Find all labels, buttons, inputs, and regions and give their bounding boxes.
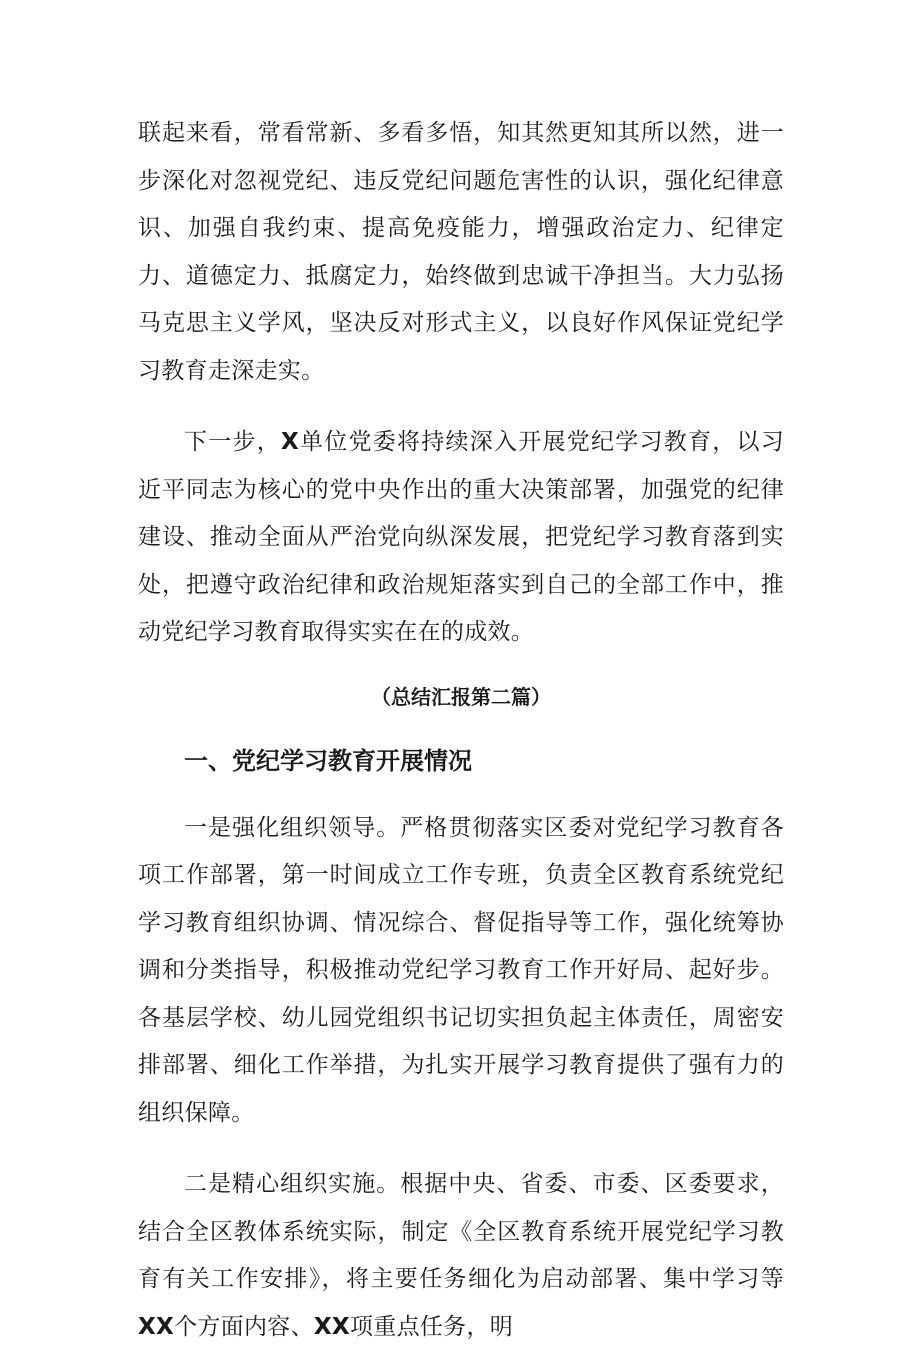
spacer: [138, 785, 784, 805]
placeholder-xx-2: XX: [313, 1313, 350, 1340]
paragraph-two-part2: 个方面内容、: [174, 1313, 314, 1340]
paragraph-next-step: [138, 419, 784, 657]
part-title: （总结汇报第二篇）: [371, 684, 551, 709]
paragraph-two: [138, 1161, 784, 1351]
paragraph-two-part1: 二是精心组织实施。根据中央、省委、市委、区委要求，结合全区教体系统实际，制定《全区教育系统开展党纪学习教育有关工作安排》，将主要任务细化为启动部署、集中学习等: [138, 1171, 784, 1292]
paragraph-next-step-prefix: 下一步，: [184, 429, 281, 455]
paragraph-next-step-rest: 单位党委将持续深入开展党纪学习教育，以习近平同志为核心的党中央作出的重大决策部署，加强党的纪律建设、推动全面从严治党向纵深发展，把党纪学习教育落到实处，把遵守政治纪律和政治规矩落实到自己的全部工作中，推动党纪学习教育取得实实在在的成效。: [138, 429, 785, 645]
spacer: [138, 395, 784, 419]
paragraph-one: 一是强化组织领导。严格贯彻落实区委对党纪学习教育各项工作部署，第一时间成立工作专班，负责全区教育系统党纪学习教育组织协调、情况综合、督促指导等工作，强化统筹协调和分类指导，积极推动党纪学习教育工作开好局、起好步。各基层学校、幼儿园党组织书记切实担负起主体责任，周密安排部署、细化工作举措，为扎实开展学习教育提供了强有力的组织保障。: [138, 814, 784, 1126]
spacer: [138, 657, 784, 677]
placeholder-x: X: [281, 429, 300, 455]
paragraph-two-part3: 项重点任务，明: [349, 1313, 514, 1340]
spacer: [138, 1137, 784, 1161]
placeholder-xx-1: XX: [138, 1313, 175, 1340]
spacer: [138, 717, 784, 737]
paragraph-continuation: 联起来看，常看常新、多看多悟，知其然更知其所以然，进一步深化对忽视党纪、违反党纪问题危害性的认识，强化纪律意识、加强自我约束、提高免疫能力，增强政治定力、纪律定力、道德定力、抵腐定力，始终做到忠诚干净担当。大力弘扬马克思主义学风，坚决反对形式主义，以良好作风保证党纪学习教育走深走实。: [138, 120, 784, 384]
document-page: [138, 110, 784, 1351]
section-heading: 一、党纪学习教育开展情况: [184, 746, 472, 775]
